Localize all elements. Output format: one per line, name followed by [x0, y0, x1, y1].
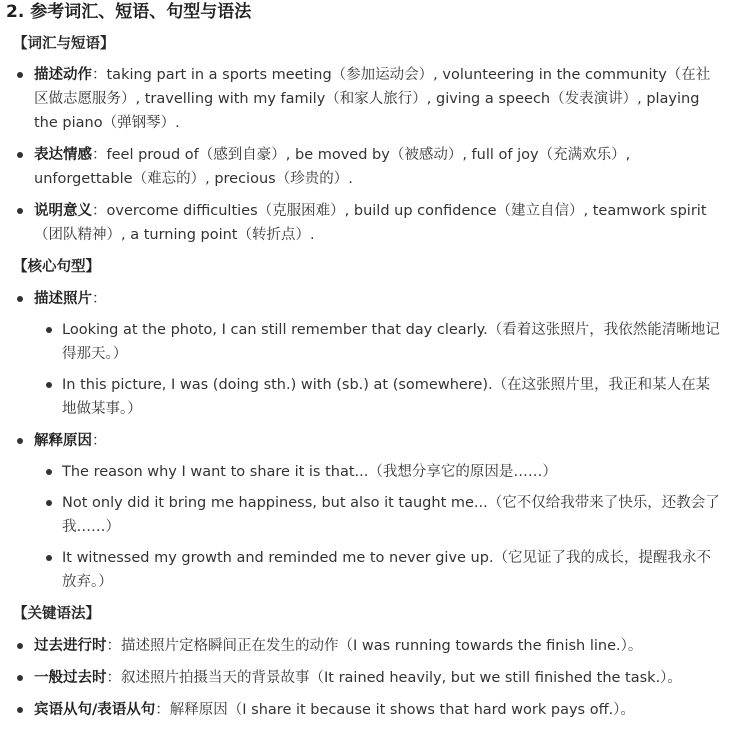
grammar-item-text: ：描述照片定格瞬间正在发生的动作（I was running towards the finish line.）。 [106, 638, 643, 654]
vocab-item-label: 表达情感 [34, 147, 92, 163]
pattern-sentence: In this picture, I was (doing sth.) with (sb.) at (somewhere).（在这张照片里，我正和某人在某地做某事。） [62, 373, 720, 421]
vocab-item-text: ：overcome difficulties（克服困难）, build up confidence（建立自信）, teamwork spirit（团队精神）, a turning point（转折点）. [34, 203, 707, 243]
pattern-sentence: Looking at the photo, I can still remember that day clearly.（看着这张照片，我依然能清晰地记得那天。） [62, 318, 720, 366]
pattern-sentence: The reason why I want to share it is that...（我想分享它的原因是……） [62, 460, 720, 484]
bullet-icon [17, 72, 23, 78]
bullet-icon [17, 438, 23, 444]
bullet-icon [17, 152, 23, 158]
bullet-icon [17, 675, 23, 681]
pattern-group-suffix: ： [92, 291, 107, 307]
pattern-group-label: 解释原因 [34, 433, 92, 449]
pattern-sentence: Not only did it bring me happiness, but also it taught me...（它不仅给我带来了快乐，还教会了我……） [62, 491, 720, 539]
bullet-icon [46, 327, 52, 333]
grammar-item-clauses [34, 698, 720, 722]
pattern-group-photo [34, 287, 720, 311]
grammar-item-past-progressive [34, 634, 720, 658]
pattern-group-label: 描述照片 [34, 291, 92, 307]
vocab-item-text: ：taking part in a sports meeting（参加运动会）, volunteering in the community（在社区做志愿服务）, travelling with my family（和家人旅行）, giving a speech（发表演讲）, playing the piano（弹钢琴）. [34, 67, 711, 131]
vocab-item-action [34, 63, 720, 135]
vocab-item-meaning [34, 199, 720, 247]
vocab-item-text: ：feel proud of（感到自豪）, be moved by（被感动）, full of joy（充满欢乐）, unforgettable（难忘的）, precious（珍贵的）. [34, 147, 631, 187]
section-heading: 2. 参考词汇、短语、句型与语法 [6, 2, 252, 22]
vocab-item-label: 说明意义 [34, 203, 92, 219]
vocab-section-title: 【词汇与短语】 [13, 36, 115, 52]
vocab-item-emotion [34, 143, 720, 191]
bullet-icon [46, 555, 52, 561]
pattern-sentence: It witnessed my growth and reminded me to never give up.（它见证了我的成长，提醒我永不放弃。） [62, 546, 720, 594]
pattern-group-reason [34, 429, 720, 453]
grammar-item-text: ：叙述照片拍摄当天的背景故事（It rained heavily, but we still finished the task.）。 [106, 670, 682, 686]
bullet-icon [17, 643, 23, 649]
vocab-item-label: 描述动作 [34, 67, 92, 83]
bullet-icon [46, 469, 52, 475]
bullet-icon [17, 707, 23, 713]
bullet-icon [46, 382, 52, 388]
grammar-item-label: 过去进行时 [34, 638, 107, 654]
pattern-group-suffix: ： [92, 433, 107, 449]
bullet-icon [46, 500, 52, 506]
grammar-item-label: 一般过去时 [34, 670, 107, 686]
grammar-section-title: 【关键语法】 [13, 606, 100, 622]
grammar-item-text: ：解释原因（I share it because it shows that hard work pays off.）。 [155, 702, 635, 718]
bullet-icon [17, 208, 23, 214]
patterns-section-title: 【核心句型】 [13, 259, 100, 275]
grammar-item-label: 宾语从句/表语从句 [34, 702, 156, 718]
grammar-item-simple-past [34, 666, 720, 690]
bullet-icon [17, 296, 23, 302]
